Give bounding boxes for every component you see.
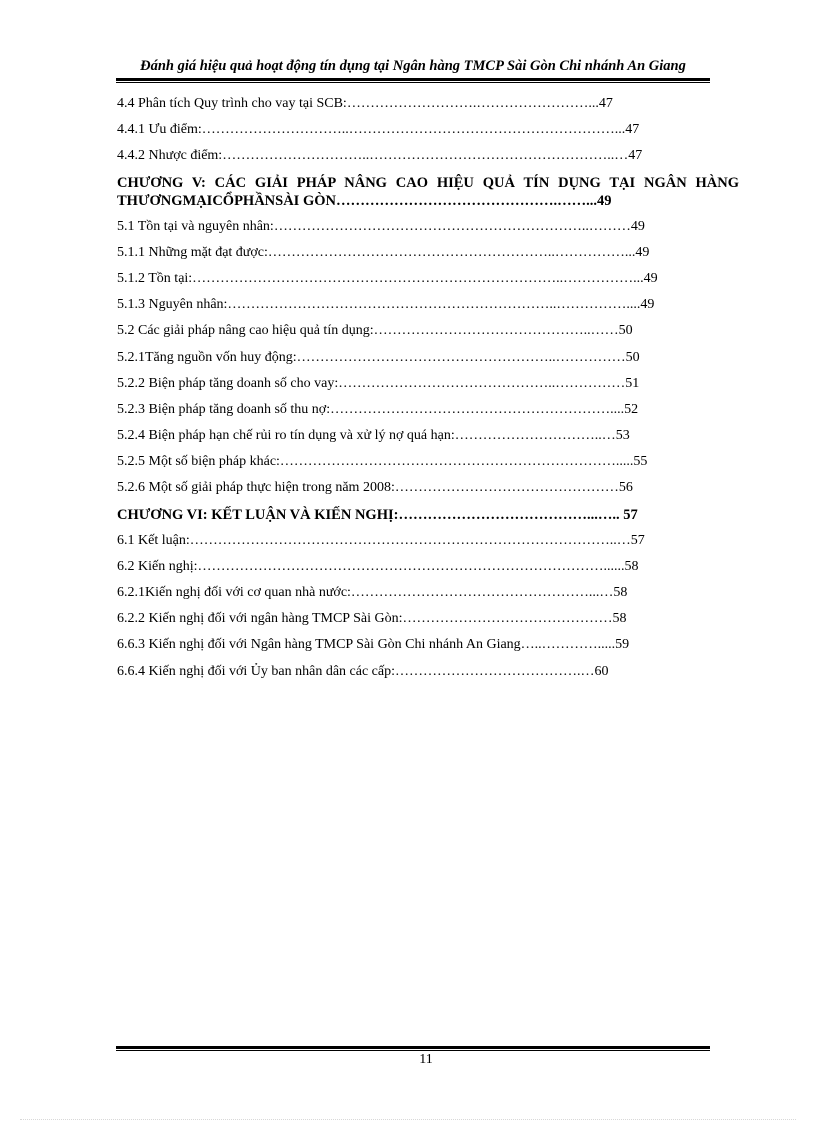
footer-rule — [116, 1046, 710, 1051]
toc-entry-5-2-4[interactable]: 5.2.4 Biện pháp hạn chế rủi ro tín dụng và xử lý nợ quá hạn:…………………………..…53 — [117, 428, 630, 444]
table-of-contents — [117, 95, 739, 689]
page-bottom-divider — [20, 1119, 796, 1120]
toc-entry-6-2[interactable]: 6.2 Kiến nghị:……………………………………………………………………………......58 — [117, 558, 639, 574]
toc-entry-6-2-1[interactable]: 6.2.1Kiến nghị đối với cơ quan nhà nước:……………………………………………...…58 — [117, 585, 628, 600]
toc-entry-4-4-2[interactable]: 4.4.2 Nhược điểm:…………………………..……………………………………………..…47 — [117, 148, 643, 164]
toc-entry-4-4-1[interactable]: 4.4.1 Ưu điểm:…………………………..…………………………………………………...47 — [117, 122, 640, 138]
toc-entry-6-2-2[interactable]: 6.2.2 Kiến nghị đối với ngân hàng TMCP Sài Gòn:………………………………………58 — [117, 611, 627, 627]
toc-entry-5-1-2[interactable]: 5.1.2 Tồn tại:……………………………………………………………………..……………...49 — [117, 270, 658, 286]
page-number: 11 — [419, 1052, 433, 1067]
header-rule — [116, 78, 710, 83]
toc-entry-5-2-2[interactable]: 5.2.2 Biện pháp tăng doanh số cho vay:………………………………………..……………51 — [117, 375, 640, 391]
toc-entry-6-1[interactable]: 6.1 Kết luận:………………………………………………………………………………..…57 — [117, 532, 645, 548]
toc-entry-5-1[interactable]: 5.1 Tồn tại và nguyên nhân:…………………………………………………………..………49 — [117, 218, 645, 234]
page-header-title: Đánh giá hiệu quả hoạt động tín dụng tại Ngân hàng TMCP Sài Gòn Chi nhánh An Giang — [140, 58, 686, 74]
toc-entry-6-6-3[interactable]: 6.6.3 Kiến nghị đối với Ngân hàng TMCP Sài Gòn Chi nhánh An Giang…..………….....59 — [117, 637, 630, 653]
toc-entry-5-2[interactable]: 5.2 Các giải pháp nâng cao hiệu quả tín dụng:………………………………………..……50 — [117, 323, 633, 339]
toc-entry-5-1-1[interactable]: 5.1.1 Những mặt đạt được:……………………………………………………..……………...49 — [117, 244, 650, 260]
toc-entry-5-2-3[interactable]: 5.2.3 Biện pháp tăng doanh số thu nợ:……………………………………………………....52 — [117, 401, 639, 417]
toc-entry-6-6-4[interactable]: 6.6.4 Kiến nghị đối với Ủy ban nhân dân các cấp:………………………………….…60 — [117, 663, 609, 679]
toc-chapter-5[interactable]: CHƯƠNG V: CÁC GIẢI PHÁP NÂNG CAO HIỆU QUẢ TÍN DỤNG TẠI NGÂN HÀNG THƯƠNGMẠICỔPHẦNSÀI GÒN……………………………………….……...49 — [117, 174, 739, 209]
toc-entry-4-4[interactable]: 4.4 Phân tích Quy trình cho vay tại SCB:……………………….……………………...47 — [117, 96, 613, 111]
toc-entry-5-2-6[interactable]: 5.2.6 Một số giải pháp thực hiện trong năm 2008:…………………………………………56 — [117, 480, 633, 496]
toc-chapter-6[interactable]: CHƯƠNG VI: KẾT LUẬN VÀ KIẾN NGHỊ:…………………………………...….. 57 — [117, 506, 638, 523]
toc-entry-5-1-3[interactable]: 5.1.3 Nguyên nhân:……………………………………………………………..……………....49 — [117, 297, 655, 313]
toc-entry-5-2-5[interactable]: 5.2.5 Một số biện pháp khác:……………………………………………………………….....55 — [117, 454, 648, 470]
toc-entry-5-2-1[interactable]: 5.2.1Tăng nguồn vốn huy động:………………………………………………..……………50 — [117, 349, 640, 365]
